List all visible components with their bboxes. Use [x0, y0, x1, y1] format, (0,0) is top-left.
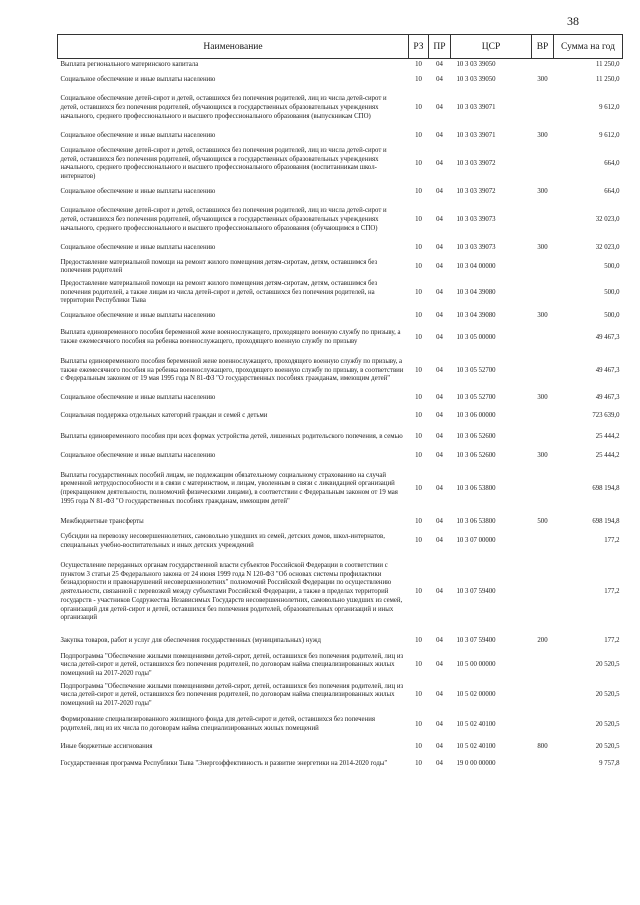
table-row — [58, 308, 623, 324]
row-rz: 10 — [415, 691, 422, 699]
row-pr: 04 — [436, 637, 443, 645]
row-csr: 10 3 05 52700 — [456, 366, 496, 374]
table-row — [58, 681, 623, 711]
row-name: Выплата регионального материнского капитала — [60, 61, 199, 68]
row-name: Подпрограмма "Обеспечение жилыми помещениями детей-сирот, детей, оставшихся без попечения родителей, лиц из числа детей-сирот и детей, оставшихся без попечения родителей, по договорам найма специализированных жилых помещений на 2017-2020 годы" — [60, 682, 404, 707]
row-csr: 10 5 02 40100 — [456, 720, 496, 728]
row-name: Субсидии на перевозку несовершеннолетних, самовольно ушедших из семей, детских домов, школ-интернатов, специальных учебно-воспитательных и иных детских учреждений — [60, 533, 385, 549]
row-name: Социальное обеспечение и иные выплаты населению — [60, 451, 216, 459]
row-name: Социальное обеспечение и иные выплаты населению — [60, 393, 216, 401]
row-name: Иные бюджетные ассигнования — [60, 743, 153, 751]
table-row — [58, 553, 623, 633]
table-row — [58, 59, 623, 72]
row-csr: 10 3 07 59400 — [456, 637, 496, 645]
row-rz: 10 — [415, 661, 422, 669]
row-pr: 04 — [436, 288, 443, 296]
row-rz: 10 — [415, 243, 422, 251]
row-amount: 20 520,5 — [595, 691, 620, 699]
row-csr: 10 3 06 52600 — [456, 451, 496, 459]
row-csr: 10 3 03 39072 — [456, 187, 496, 195]
row-rz: 10 — [415, 159, 422, 167]
row-rz: 10 — [415, 103, 422, 111]
row-rz: 10 — [415, 743, 422, 751]
row-vr — [532, 89, 554, 128]
row-name: Социальное обеспечение детей-сирот и детей, оставшихся без попечения родителей, лиц из числа детей-сирот и детей, оставшихся без попечения родителей, обучающихся в государственных образовательных учреждениях начального, среднего профессионального и высшего профессионального образования (воспитанникам школ-интернатов) — [60, 146, 387, 180]
row-vr: 300 — [537, 131, 548, 139]
row-pr: 04 — [436, 691, 443, 699]
row-rz: 10 — [415, 484, 422, 492]
row-name: Выплаты единовременного пособия беременной жене военнослужащего, проходящего военную службу по призыву, а также ежемесячного пособия на ребенка военнослужащего, проходящего военную службу по призыву, в соответствии с Федеральным законом от 19 мая 1995 года N 81-ФЗ "О государственных пособиях гражданам, имеющим детей" — [60, 358, 404, 383]
row-rz: 10 — [415, 187, 422, 195]
row-amount: 500,0 — [604, 311, 620, 319]
row-pr: 04 — [436, 131, 443, 139]
row-csr: 10 3 04 39080 — [456, 311, 496, 319]
row-amount: 25 444,2 — [595, 433, 620, 441]
row-name: Предоставление материальной помощи на ремонт жилого помещения детям-сиротам, детям, оставшимся без попечения родителей — [60, 258, 378, 275]
row-pr: 04 — [436, 451, 443, 459]
row-rz: 10 — [415, 412, 422, 420]
table-row — [58, 201, 623, 240]
row-rz: 10 — [415, 311, 422, 319]
row-pr: 04 — [436, 187, 443, 195]
row-csr: 10 5 02 40100 — [456, 743, 496, 751]
row-name: Социальная поддержка отдельных категорий граждан и семей с детьми — [60, 412, 268, 420]
header-amount: Сумма на год — [554, 35, 623, 59]
row-vr: 300 — [537, 311, 548, 319]
row-csr: 10 3 03 39050 — [456, 75, 496, 83]
row-csr: 10 3 06 00000 — [456, 412, 496, 420]
row-name: Осуществление переданных органам государственной власти субъектов Российской Федерации в соответствии с пунктом 3 статьи 25 Федерального закона от 24 июня 1999 года N 120-ФЗ "Об основах системы профилактики безнадзорности и правонарушений несовершеннолетних" полномочий Российской Федерации по осуществлению деятельности, связанной с перевозкой между субъектами Российской Федерации, а также в пределах территорий государств - участников Содружества Независимых Государств несовершеннолетних, самовольно ушедших из семей, организаций для детей-сирот и детей, оставшихся без попечения родителей, образовательных организаций и иных организаций — [60, 562, 403, 622]
row-name: Предоставление материальной помощи на ремонт жилого помещения детям-сиротам, детям, оставшимся без попечения родителей, а также лицам из числа детей-сирот и детей, оставшихся без попечения родителей, на территории Республики Тыва — [60, 280, 378, 305]
page-number: 38 — [567, 14, 579, 28]
row-name: Межбюджетные трансферты — [60, 518, 144, 526]
row-rz: 10 — [415, 720, 422, 728]
row-pr: 04 — [436, 588, 443, 596]
row-name: Государственная программа Республики Тыва "Энергоэффективность и развитие энергетики на 2014-2020 годы" — [60, 760, 388, 768]
table-row — [58, 240, 623, 257]
row-pr: 04 — [436, 366, 443, 374]
row-amount: 49 467,3 — [595, 393, 620, 401]
row-amount: 177,2 — [604, 537, 620, 545]
row-amount: 32 023,0 — [595, 215, 620, 223]
row-rz: 10 — [415, 263, 422, 271]
table-row — [58, 633, 623, 651]
row-csr: 10 3 07 00000 — [456, 537, 496, 545]
table-row — [58, 184, 623, 201]
row-name: Формирование специализированного жилищного фонда для детей-сирот и детей, оставшихся без попечения родителей, лиц из их числа по договорам найма специализированных жилых помещений — [60, 716, 375, 733]
table-row — [58, 711, 623, 740]
row-vr — [532, 257, 554, 278]
row-vr: 800 — [537, 743, 548, 751]
row-rz: 10 — [415, 366, 422, 374]
table-row — [58, 257, 623, 278]
table-row — [58, 278, 623, 308]
row-vr: 300 — [537, 75, 548, 83]
row-vr — [532, 278, 554, 308]
table-row — [58, 352, 623, 390]
row-rz: 10 — [415, 215, 422, 223]
row-vr — [532, 201, 554, 240]
table-row — [58, 145, 623, 184]
row-pr: 04 — [436, 484, 443, 492]
row-vr — [532, 711, 554, 740]
row-vr — [532, 59, 554, 72]
row-csr: 10 3 06 53800 — [456, 518, 496, 526]
row-amount: 20 520,5 — [595, 661, 620, 669]
row-rz: 10 — [415, 333, 422, 341]
row-pr: 04 — [436, 263, 443, 271]
row-csr: 10 3 03 39071 — [456, 131, 496, 139]
row-amount: 664,0 — [604, 187, 620, 195]
row-name: Выплата единовременного пособия беременной жене военнослужащего, проходящего военную службу по призыву, а также ежемесячного пособия на ребенка военнослужащего, проходящего военную службу по призыву — [60, 329, 401, 346]
row-pr: 04 — [436, 760, 443, 768]
table-row — [58, 406, 623, 427]
row-csr: 10 3 03 39073 — [456, 215, 496, 223]
header-name: Наименование — [58, 35, 409, 59]
table-row — [58, 128, 623, 145]
row-rz: 10 — [415, 518, 422, 526]
row-amount: 20 520,5 — [595, 743, 620, 751]
row-rz: 10 — [415, 451, 422, 459]
table-row — [58, 390, 623, 406]
header-pr: ПР — [429, 35, 451, 59]
row-vr — [532, 145, 554, 184]
row-amount: 9 612,0 — [599, 131, 620, 139]
row-pr: 04 — [436, 412, 443, 420]
row-rz: 10 — [415, 393, 422, 401]
row-csr: 10 5 02 00000 — [456, 691, 496, 699]
row-rz: 10 — [415, 537, 422, 545]
row-vr: 200 — [537, 637, 548, 645]
row-vr: 500 — [537, 518, 548, 526]
row-amount: 698 194,8 — [592, 484, 620, 492]
row-vr — [532, 427, 554, 448]
row-amount: 698 194,8 — [592, 518, 620, 526]
table-row — [58, 89, 623, 128]
row-pr: 04 — [436, 103, 443, 111]
row-csr: 10 3 03 39073 — [456, 243, 496, 251]
row-amount: 49 467,3 — [595, 366, 620, 374]
row-vr — [532, 651, 554, 681]
row-csr: 10 3 05 00000 — [456, 333, 496, 341]
row-csr: 10 3 05 52700 — [456, 393, 496, 401]
row-rz: 10 — [415, 288, 422, 296]
table-header-row — [58, 35, 623, 59]
row-csr: 10 3 07 59400 — [456, 588, 496, 596]
row-rz: 10 — [415, 75, 422, 83]
row-rz: 10 — [415, 588, 422, 596]
row-amount: 49 467,3 — [595, 333, 620, 341]
header-vr: ВР — [532, 35, 554, 59]
row-amount: 9 612,0 — [599, 103, 620, 111]
row-name: Выплаты государственных пособий лицам, не подлежащим обязательному социальному страхованию на случай временной нетрудоспособности и в связи с материнством, и лицам, уволенным в связи с ликвидацией организаций (прекращением деятельности, полномочий физическими лицами), в соответствии с Федеральным законом от 19 мая 1995 года N 81-ФЗ "О государственных пособиях гражданам, имеющим детей" — [60, 471, 398, 505]
row-vr — [532, 531, 554, 552]
row-amount: 20 520,5 — [595, 720, 620, 728]
table-row — [58, 514, 623, 531]
row-csr: 10 5 00 00000 — [456, 661, 496, 669]
row-amount: 11 250,0 — [595, 75, 620, 83]
row-amount: 11 250,0 — [595, 61, 620, 68]
row-name: Социальное обеспечение и иные выплаты населению — [60, 187, 216, 195]
row-pr: 04 — [436, 333, 443, 341]
row-csr: 10 3 04 39080 — [456, 288, 496, 296]
row-pr: 04 — [436, 720, 443, 728]
row-pr: 04 — [436, 61, 443, 68]
row-amount: 723 639,0 — [592, 412, 620, 420]
row-rz: 10 — [415, 61, 422, 68]
table-row — [58, 448, 623, 464]
row-pr: 04 — [436, 159, 443, 167]
row-vr — [532, 681, 554, 711]
row-pr: 04 — [436, 518, 443, 526]
row-amount: 500,0 — [604, 288, 620, 296]
row-amount: 32 023,0 — [595, 243, 620, 251]
row-amount: 25 444,2 — [595, 451, 620, 459]
budget-table — [57, 34, 623, 774]
row-rz: 10 — [415, 131, 422, 139]
row-amount: 500,0 — [604, 263, 620, 271]
table-row — [58, 464, 623, 514]
row-vr: 300 — [537, 393, 548, 401]
row-name: Подпрограмма "Обеспечение жилыми помещениями детей-сирот, детей, оставшихся без попечения родителей, лиц из числа детей-сирот и детей, оставшихся без попечения родителей, по договорам найма специализированных жилых помещений на 2017-2020 годы" — [60, 652, 404, 677]
row-vr: 300 — [537, 451, 548, 459]
row-pr: 04 — [436, 393, 443, 401]
row-pr: 04 — [436, 661, 443, 669]
row-csr: 19 0 00 00000 — [456, 760, 496, 768]
row-vr — [532, 324, 554, 352]
row-name: Социальное обеспечение и иные выплаты населению — [60, 131, 216, 139]
row-vr: 300 — [537, 243, 548, 251]
row-vr — [532, 464, 554, 514]
row-name: Закупка товаров, работ и услуг для обеспечения государственных (муниципальных) нужд — [60, 637, 321, 645]
row-name: Социальное обеспечение и иные выплаты населению — [60, 311, 216, 319]
row-csr: 10 3 03 39072 — [456, 159, 496, 167]
row-name: Социальное обеспечение детей-сирот и детей, оставшихся без попечения родителей, лиц из числа детей-сирот и детей, оставшихся без попечения родителей, обучающихся в государственных образовательных учреждениях начального, среднего профессионального и высшего профессионального образования (выпускникам СПО) — [60, 95, 387, 120]
row-name: Социальное обеспечение детей-сирот и детей, оставшихся без попечения родителей, лиц из числа детей-сирот и детей, оставшихся без попечения родителей, обучающихся в государственных образовательных учреждениях начального, среднего профессионального и высшего профессионального образования (обучающимся в СПО) — [60, 207, 387, 232]
table-row — [58, 324, 623, 352]
row-rz: 10 — [415, 433, 422, 441]
row-pr: 04 — [436, 743, 443, 751]
table-row — [58, 756, 623, 774]
table-row — [58, 740, 623, 756]
row-pr: 04 — [436, 311, 443, 319]
row-csr: 10 3 06 53800 — [456, 484, 496, 492]
header-csr: ЦСР — [451, 35, 532, 59]
row-csr: 10 3 06 52600 — [456, 433, 496, 441]
table-row — [58, 651, 623, 681]
row-csr: 10 3 03 39050 — [456, 61, 496, 68]
row-name: Социальное обеспечение и иные выплаты населению — [60, 243, 216, 251]
row-csr: 10 3 03 39071 — [456, 103, 496, 111]
table-row — [58, 72, 623, 89]
row-name: Социальное обеспечение и иные выплаты населению — [60, 75, 216, 83]
row-vr — [532, 406, 554, 427]
row-vr — [532, 553, 554, 633]
row-amount: 177,2 — [604, 637, 620, 645]
row-csr: 10 3 04 00000 — [456, 263, 496, 271]
row-rz: 10 — [415, 760, 422, 768]
row-amount: 664,0 — [604, 159, 620, 167]
table-row — [58, 531, 623, 552]
table-row — [58, 427, 623, 448]
row-amount: 177,2 — [604, 588, 620, 596]
row-vr: 300 — [537, 187, 548, 195]
header-rz: РЗ — [409, 35, 429, 59]
row-name: Выплаты единовременного пособия при всех формах устройства детей, лишенных родительского попечения, в семью — [60, 433, 403, 441]
row-amount: 9 757,8 — [599, 760, 620, 768]
row-rz: 10 — [415, 637, 422, 645]
row-pr: 04 — [436, 75, 443, 83]
row-pr: 04 — [436, 537, 443, 545]
row-pr: 04 — [436, 215, 443, 223]
row-pr: 04 — [436, 243, 443, 251]
row-pr: 04 — [436, 433, 443, 441]
row-vr — [532, 756, 554, 774]
row-vr — [532, 352, 554, 390]
